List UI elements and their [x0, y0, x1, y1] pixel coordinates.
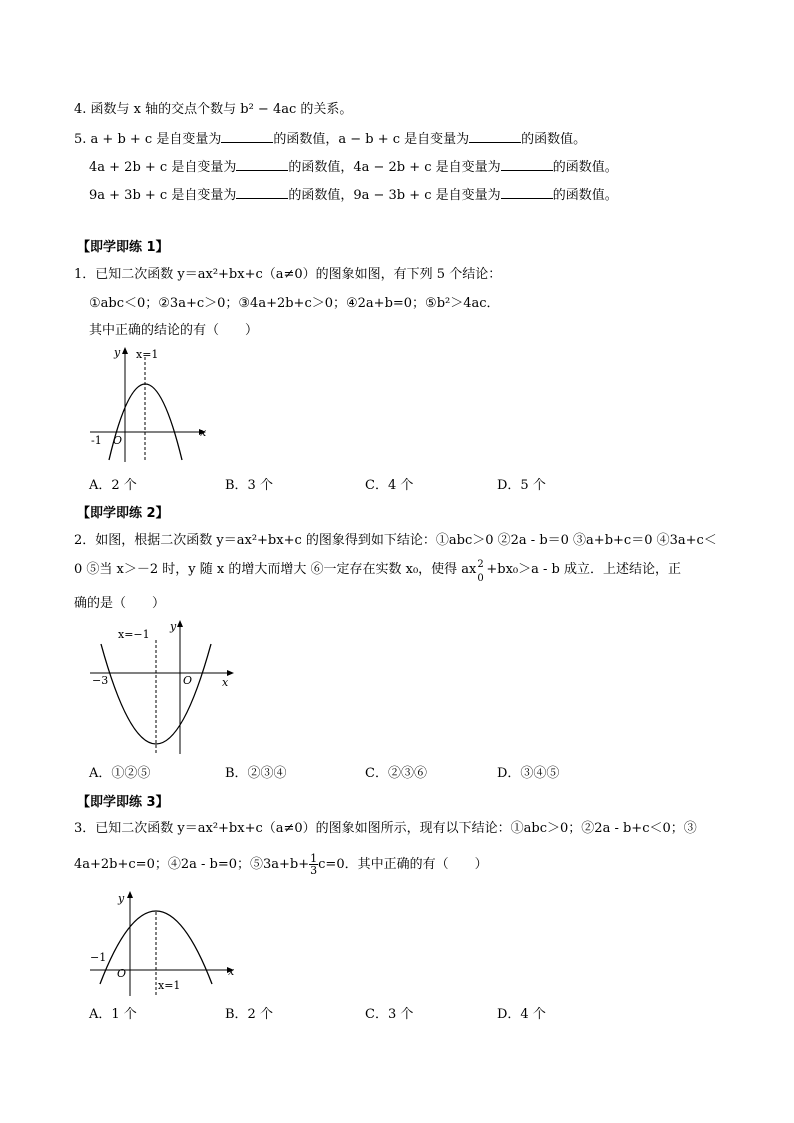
x-axis-label: x [200, 426, 207, 439]
choice-b[interactable]: B．②③④ [225, 766, 287, 781]
answer-blank[interactable] [221, 130, 273, 143]
y-axis-label: y [114, 346, 121, 359]
practice-1-graph [86, 342, 216, 464]
choice-b[interactable]: B．2 个 [225, 1007, 273, 1022]
y-axis-label: y [118, 892, 125, 905]
practice-2-choices [89, 762, 689, 780]
practice-3-line1: 3．已知二次函数 y＝ax²+bx+c（a≠0）的图象如图所示，现有以下结论：①abc＞0；②2a - b+c＜0；③ [74, 821, 697, 836]
practice-2-heading: 【即学即练 2】 [77, 506, 169, 521]
practice-3-heading: 【即学即练 3】 [77, 795, 169, 810]
x-axis-label: x [228, 965, 235, 978]
choice-b[interactable]: B．3 个 [225, 478, 273, 493]
review-item-5-line3: 9a + 3b + c 是自变量为 的函数值，9a − 3b + c 是自变量为 的函数值。 [89, 188, 618, 203]
y-axis-arrow [127, 891, 133, 898]
practice-2-line1: 2．如图，根据二次函数 y＝ax²+bx+c 的图象得到如下结论：①abc＞0 ②2a - b＝0 ③a+b+c＝0 ④3a+c＜ [74, 533, 717, 548]
answer-blank[interactable] [501, 158, 553, 171]
origin-label: O [183, 674, 193, 687]
practice-2-line2: 0 ⑤当 x＞－2 时，y 随 x 的增大而增大 ⑥一定存在实数 x₀，使得 ax 2 0 +bx₀＞a - b 成立．上述结论，正 [74, 558, 681, 584]
review-item-5-line1: 5. a + b + c 是自变量为 的函数值，a − b + c 是自变量为 的函数值。 [74, 132, 587, 147]
practice-3-line2: 4a+2b+c=0；④2a - b=0；⑤3a+b+ $\frac{1}{3}$ c=0．其中正确的有（ ） [74, 852, 488, 877]
practice-3-graph [86, 886, 242, 998]
origin-label: O [117, 967, 127, 980]
symmetry-axis-label: x=−1 [118, 628, 150, 641]
choice-a[interactable]: A．2 个 [89, 478, 137, 493]
y-axis-arrow [122, 347, 128, 354]
y-axis-label: y [170, 620, 177, 633]
choice-d[interactable]: D．5 个 [497, 478, 546, 493]
choice-c[interactable]: C．3 个 [365, 1007, 414, 1022]
review-item-4: 4. 函数与 x 轴的交点个数与 b² − 4ac 的关系。 [74, 102, 353, 117]
practice-1-conclusions: ①abc＜0；②3a+c＞0；③4a+2b+c＞0；④2a+b=0；⑤b²＞4ac． [89, 296, 500, 311]
symmetry-axis-label: x=1 [136, 348, 159, 361]
choice-d[interactable]: D．③④⑤ [497, 766, 560, 781]
practice-2-graph [86, 614, 242, 756]
answer-blank[interactable] [469, 130, 521, 143]
answer-blank[interactable] [236, 158, 288, 171]
review-item-5-line2: 4a + 2b + c 是自变量为 的函数值，4a − 2b + c 是自变量为 的函数值。 [89, 160, 618, 175]
practice-1-stem: 1．已知二次函数 y＝ax²+bx+c（a≠0）的图象如图，有下列 5 个结论： [74, 267, 502, 282]
parabola [101, 644, 211, 744]
practice-1-choices [89, 474, 689, 492]
practice-1-heading: 【即学即练 1】 [77, 240, 169, 255]
choice-a[interactable]: A．①②⑤ [89, 766, 151, 781]
choice-c[interactable]: C．4 个 [365, 478, 414, 493]
answer-blank[interactable] [501, 186, 553, 199]
x-axis-label: x [222, 676, 229, 689]
left-root-label: −1 [90, 951, 107, 964]
left-root-label: -1 [91, 434, 102, 447]
choice-d[interactable]: D．4 个 [497, 1007, 546, 1022]
answer-blank[interactable] [236, 186, 288, 199]
choice-a[interactable]: A．1 个 [89, 1007, 137, 1022]
fraction-one-third: $\frac{1}{3}$ [310, 852, 318, 877]
symmetry-axis-label: x=1 [158, 979, 181, 992]
practice-2-line3: 确的是（ ） [74, 596, 166, 611]
y-axis-arrow [177, 620, 183, 627]
origin-label: O [113, 434, 123, 447]
choice-c[interactable]: C．②③⑥ [365, 766, 427, 781]
left-root-label: −3 [92, 674, 109, 687]
practice-3-choices [89, 1003, 689, 1021]
practice-1-question: 其中正确的结论的有（ ） [89, 323, 259, 338]
